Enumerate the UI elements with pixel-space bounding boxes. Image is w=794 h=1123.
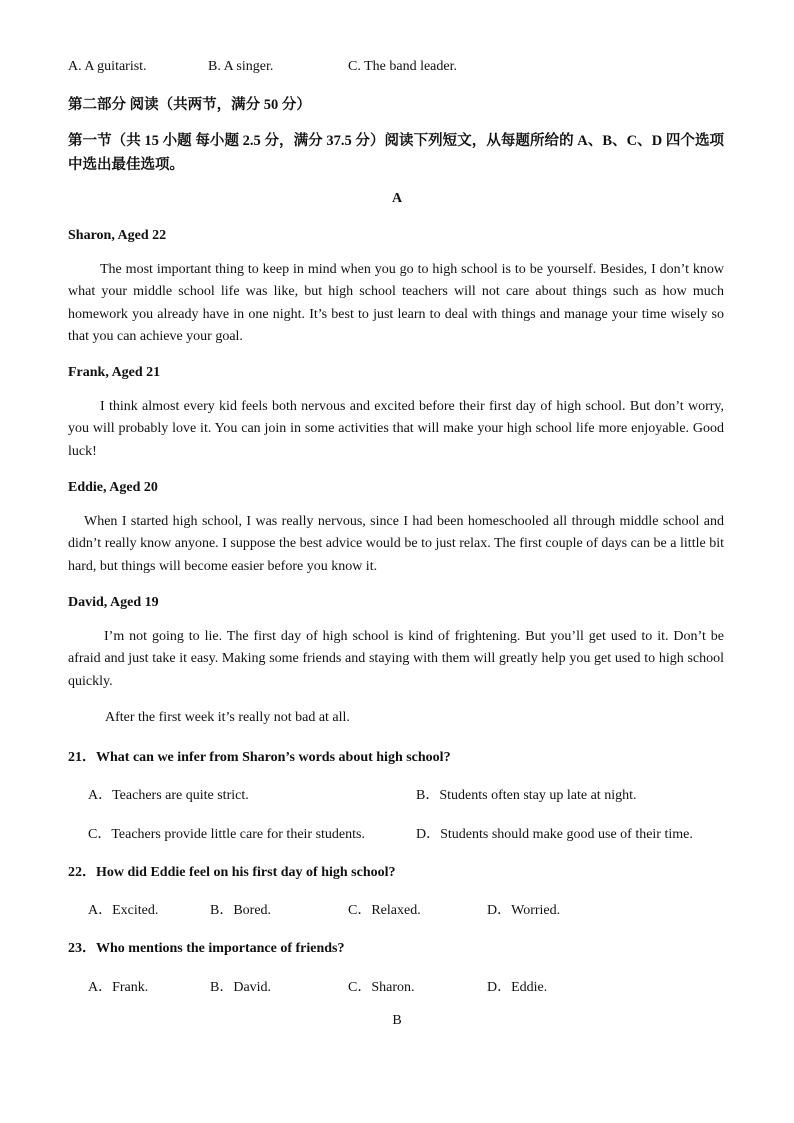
question-21-option-d[interactable]: D．Students should make good use of their time. [416, 827, 693, 842]
paragraph-david-last: After the first week it’s really not bad at all. [105, 710, 350, 725]
question-21-option-a[interactable]: A．Teachers are quite strict. [88, 788, 249, 803]
paragraph-sharon: The most important thing to keep in mind when you go to high school is to be yourself. Besides, I don’t know what your middle school life was like, but high school teachers will not care about things such as how much homework you already have in one night. It’s best to just learn to deal with things and manage your time wisely so that you can achieve your goal. [68, 262, 724, 344]
question-23-option-c[interactable]: C．Sharon. [348, 980, 415, 995]
passage-b-label: B [392, 1013, 402, 1028]
section-one-instruction: 第一节（共 15 小题 每小题 2.5 分，满分 37.5 分）阅读下列短文，从每题所给的 A、B、C、D 四个选项中选出最佳选项。 [68, 133, 724, 173]
speaker-frank: Frank, Aged 21 [68, 365, 161, 380]
question-21-stem: 21．What can we infer from Sharon’s words about high school? [68, 750, 451, 765]
speaker-eddie: Eddie, Aged 20 [68, 480, 158, 495]
question-23-option-b[interactable]: B．David. [210, 980, 272, 995]
question-23-stem: 23．Who mentions the importance of friends? [68, 941, 345, 956]
question-22-option-b[interactable]: B．Bored. [210, 903, 272, 918]
question-22-option-a[interactable]: A．Excited. [88, 903, 159, 918]
prev-option-c: C. The band leader. [348, 59, 457, 74]
paragraph-david: I’m not going to lie. The first day of high school is kind of frightening. But you’ll get used to it. Don’t be afraid and just take it easy. Making some friends and staying with them will greatly help you get used to high school quickly. [68, 629, 724, 689]
prev-option-b: B. A singer. [208, 59, 274, 74]
question-21-option-c[interactable]: C．Teachers provide little care for their students. [88, 827, 365, 842]
speaker-david: David, Aged 19 [68, 595, 159, 610]
question-23-option-a[interactable]: A．Frank. [88, 980, 149, 995]
paragraph-eddie: When I started high school, I was really nervous, since I had been homeschooled all through middle school and didn’t really know anyone. I suppose the best advice would be to just relax. The first couple of days can be a little bit hard, but things will become easier before you know it. [68, 514, 724, 574]
part-two-heading: 第二部分 阅读（共两节，满分 50 分） [68, 97, 311, 113]
speaker-sharon: Sharon, Aged 22 [68, 228, 167, 243]
prev-option-a: A. A guitarist. [68, 59, 147, 74]
question-22-option-c[interactable]: C．Relaxed. [348, 903, 421, 918]
passage-a-label: A [391, 191, 403, 206]
question-22-option-d[interactable]: D．Worried. [487, 903, 561, 918]
question-23-option-d[interactable]: D．Eddie. [487, 980, 548, 995]
paragraph-frank: I think almost every kid feels both nervous and excited before their first day of high school. But don’t worry, you will probably love it. You can join in some activities that will make your high school life more enjoyable. Good luck! [68, 399, 724, 459]
question-22-stem: 22．How did Eddie feel on his first day of high school? [68, 865, 396, 880]
question-21-option-b[interactable]: B．Students often stay up late at night. [416, 788, 637, 803]
